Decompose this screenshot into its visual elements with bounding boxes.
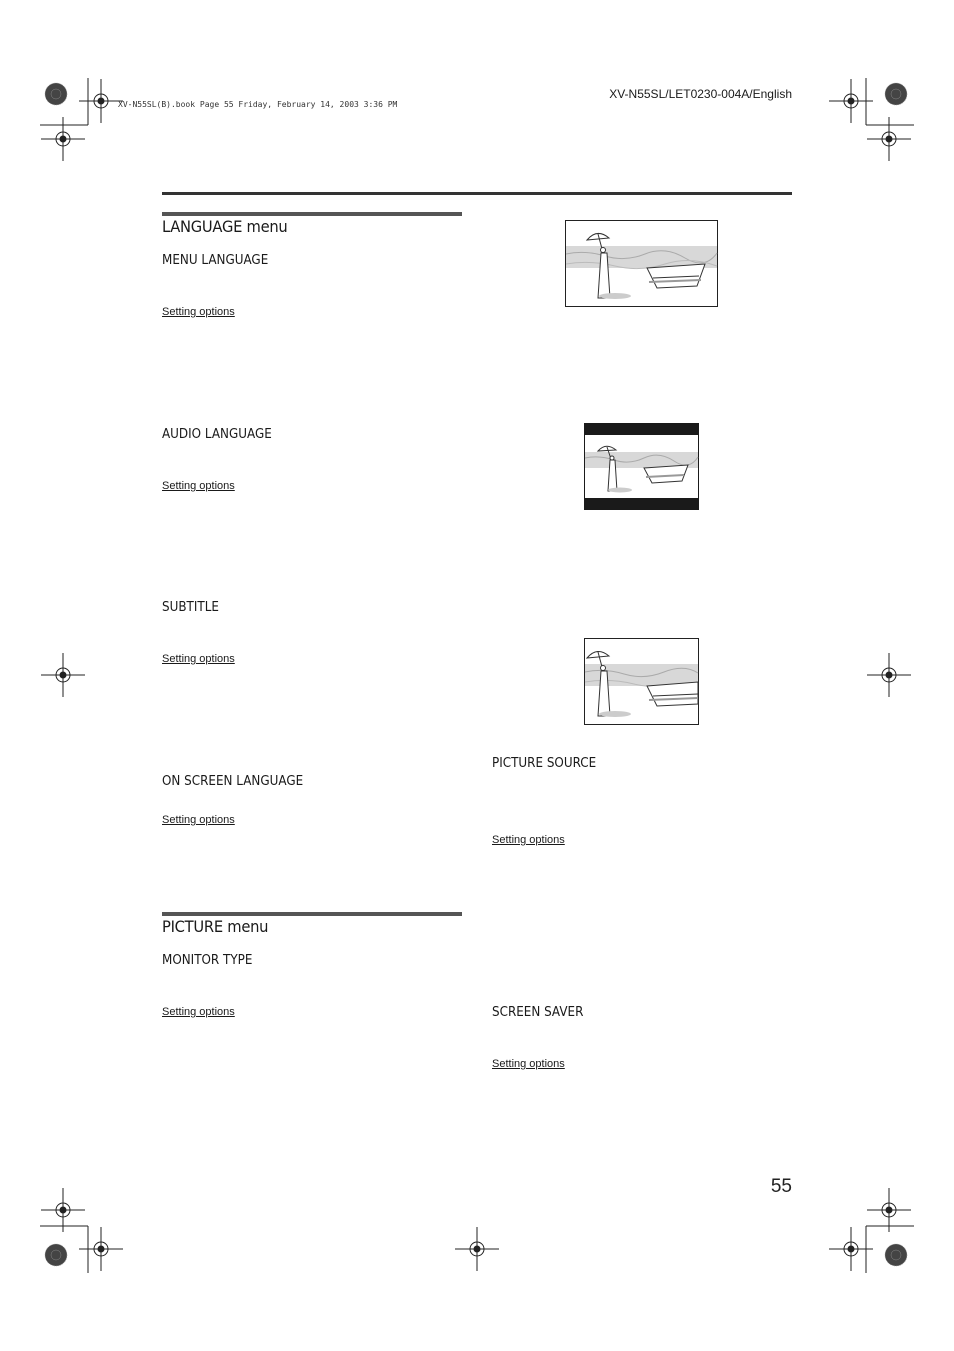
language-section-rule xyxy=(162,212,462,216)
audio-language-heading: AUDIO LANGUAGE xyxy=(162,427,272,442)
monitor-type-heading: MONITOR TYPE xyxy=(162,953,253,968)
on-screen-language-options: Setting options xyxy=(162,814,235,826)
letterbox-beach-illustration xyxy=(584,423,699,510)
widescreen-beach-illustration xyxy=(565,220,718,307)
document-code: XV-N55SL/LET0230-004A/English xyxy=(609,87,792,101)
picture-source-heading: PICTURE SOURCE xyxy=(492,756,597,771)
menu-language-options: Setting options xyxy=(162,306,235,318)
subtitle-heading: SUBTITLE xyxy=(162,600,219,615)
picture-menu-title: PICTURE menu xyxy=(162,917,269,936)
language-menu-title: LANGUAGE menu xyxy=(162,217,288,236)
page-number: 55 xyxy=(770,1176,792,1197)
monitor-type-options: Setting options xyxy=(162,1006,235,1018)
screen-saver-options: Setting options xyxy=(492,1058,565,1070)
on-screen-language-heading: ON SCREEN LANGUAGE xyxy=(162,774,304,789)
screen-saver-heading: SCREEN SAVER xyxy=(492,1005,584,1020)
picture-section-rule xyxy=(162,912,462,916)
audio-language-options: Setting options xyxy=(162,480,235,492)
subtitle-options: Setting options xyxy=(162,653,235,665)
picture-source-options: Setting options xyxy=(492,834,565,846)
book-info-line: XV-N55SL(B).book Page 55 Friday, February 14, 2003 3:36 PM xyxy=(118,100,398,109)
menu-language-heading: MENU LANGUAGE xyxy=(162,253,269,268)
pan-scan-beach-illustration xyxy=(584,638,699,725)
